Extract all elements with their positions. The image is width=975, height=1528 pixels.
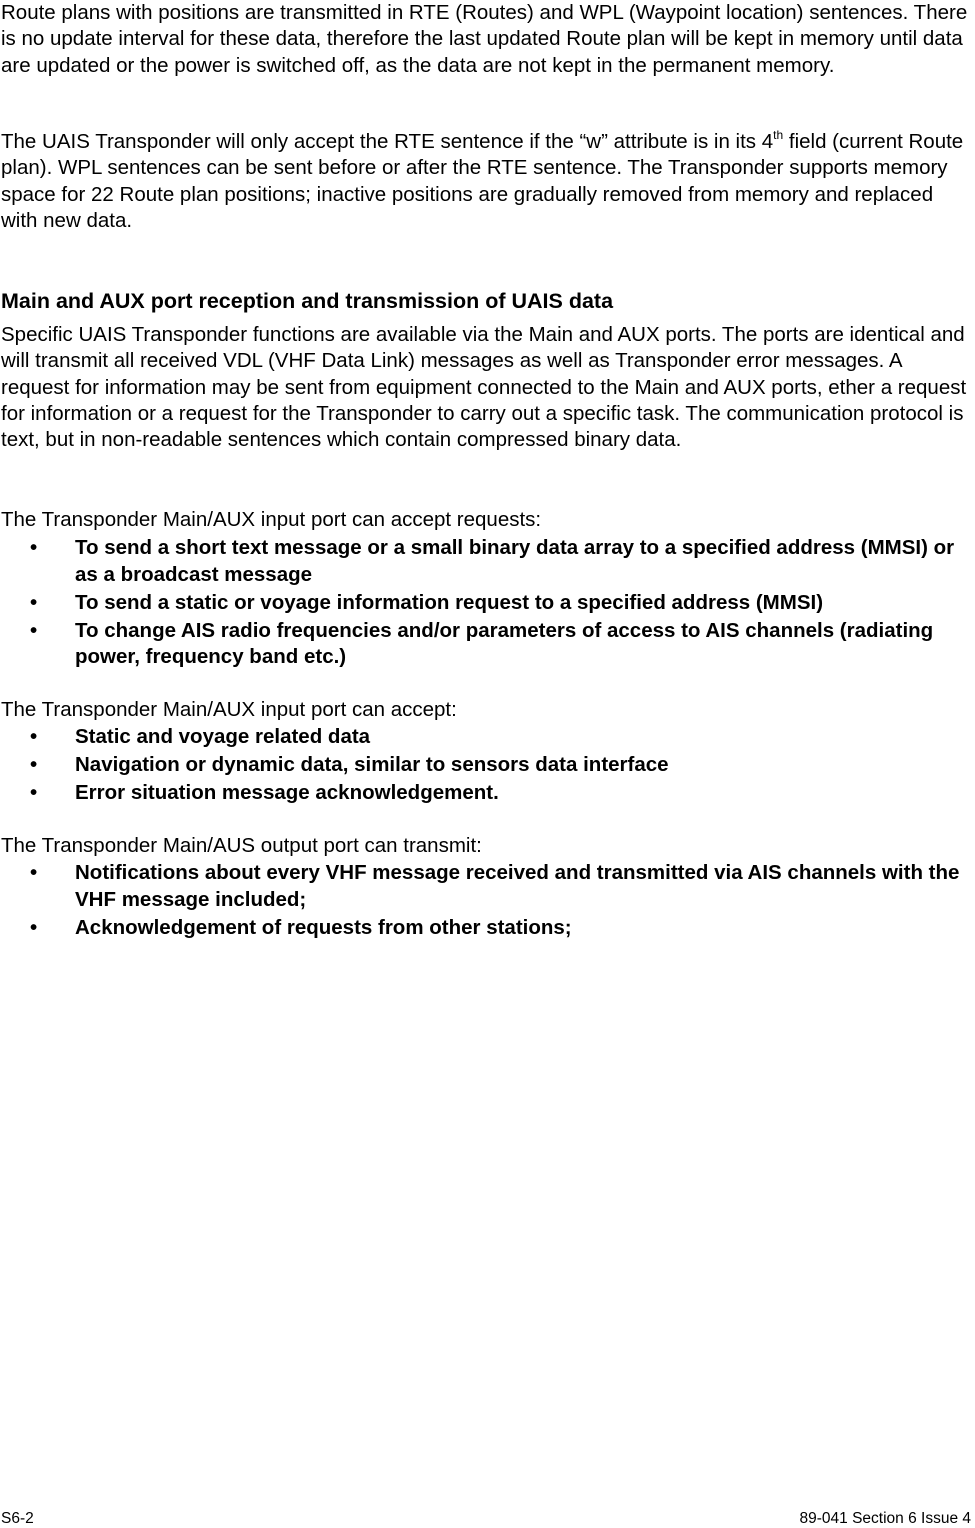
accepts-lead: The Transponder Main/AUX input port can accept: — [1, 698, 457, 721]
list-item — [0, 915, 975, 942]
bullet-icon: • — [30, 915, 38, 939]
list-item — [0, 535, 975, 588]
list-item — [0, 590, 975, 617]
list-item-text: Acknowledgement of requests from other stations; — [75, 915, 572, 939]
list-item-text: Navigation or dynamic data, similar to sensors data interface — [75, 753, 669, 776]
rte-acceptance-text-start: The UAIS Transponder will only accept the RTE sentence if the “w” attribute is in its 4 — [1, 130, 774, 153]
requests-list — [0, 535, 975, 672]
list-item — [0, 724, 975, 751]
list-item-text: Static and voyage related data — [75, 725, 371, 748]
bullet-icon: • — [30, 861, 38, 884]
list-item-text: To change AIS radio frequencies and/or parameters of access to AIS channels (radiating power, frequency band etc.) — [75, 618, 934, 668]
bullet-icon: • — [30, 618, 38, 642]
footer-doc-reference: 89-041 Section 6 Issue 4 — [799, 1510, 971, 1527]
list-item-text: Error situation message acknowledgement. — [75, 781, 499, 804]
ordinal-suffix: th — [773, 128, 784, 142]
list-item-text: To send a static or voyage information request to a specified address (MMSI) — [75, 590, 824, 614]
bullet-icon: • — [30, 725, 38, 748]
list-item — [0, 780, 975, 807]
section-intro-paragraph: Specific UAIS Transponder functions are available via the Main and AUX ports. The ports are identical and will transmit all received VDL (VHF Data Link) messages as well as Transponder error messages. A request for information may be sent from equipment connected to the Main and AUX ports, ether a request for information or a request for the Transponder to carry out a specific task. The communication protocol is text, but in non-readable sentences which contain compressed binary data. — [1, 323, 967, 452]
transmits-list — [0, 860, 975, 943]
footer-page-number: S6-2 — [1, 1510, 34, 1527]
accepts-list — [0, 724, 975, 808]
transmits-lead: The Transponder Main/AUS output port can transmit: — [1, 834, 482, 857]
bullet-icon: • — [30, 753, 38, 776]
rte-acceptance-paragraph — [1, 129, 971, 234]
requests-lead: The Transponder Main/AUX input port can accept requests: — [1, 508, 542, 531]
list-item — [0, 752, 975, 779]
bullet-icon: • — [30, 536, 38, 559]
list-item — [0, 860, 975, 913]
list-item-text: Notifications about every VHF message received and transmitted via AIS channels with the VHF message included; — [75, 861, 960, 911]
bullet-icon: • — [30, 590, 38, 614]
bullet-icon: • — [30, 781, 38, 804]
route-plans-paragraph: Route plans with positions are transmitted in RTE (Routes) and WPL (Waypoint location) sentences. There is no update interval for these data, therefore the last updated Route plan will be kept in memory until data are updated or the power is switched off, as the data are not kept in the permanent memory. — [1, 1, 968, 77]
section-heading: Main and AUX port reception and transmission of UAIS data — [1, 289, 614, 313]
rte-acceptance-text-end: field (current Route plan). WPL sentences can be sent before or after the RTE sentence. The Transponder supports memory space for 22 Route plan positions; inactive positions are gradually removed from memory and replaced with new data. — [1, 130, 964, 232]
list-item — [0, 618, 975, 671]
list-item-text: To send a short text message or a small binary data array to a specified address (MMSI) or as a broadcast message — [75, 536, 955, 586]
